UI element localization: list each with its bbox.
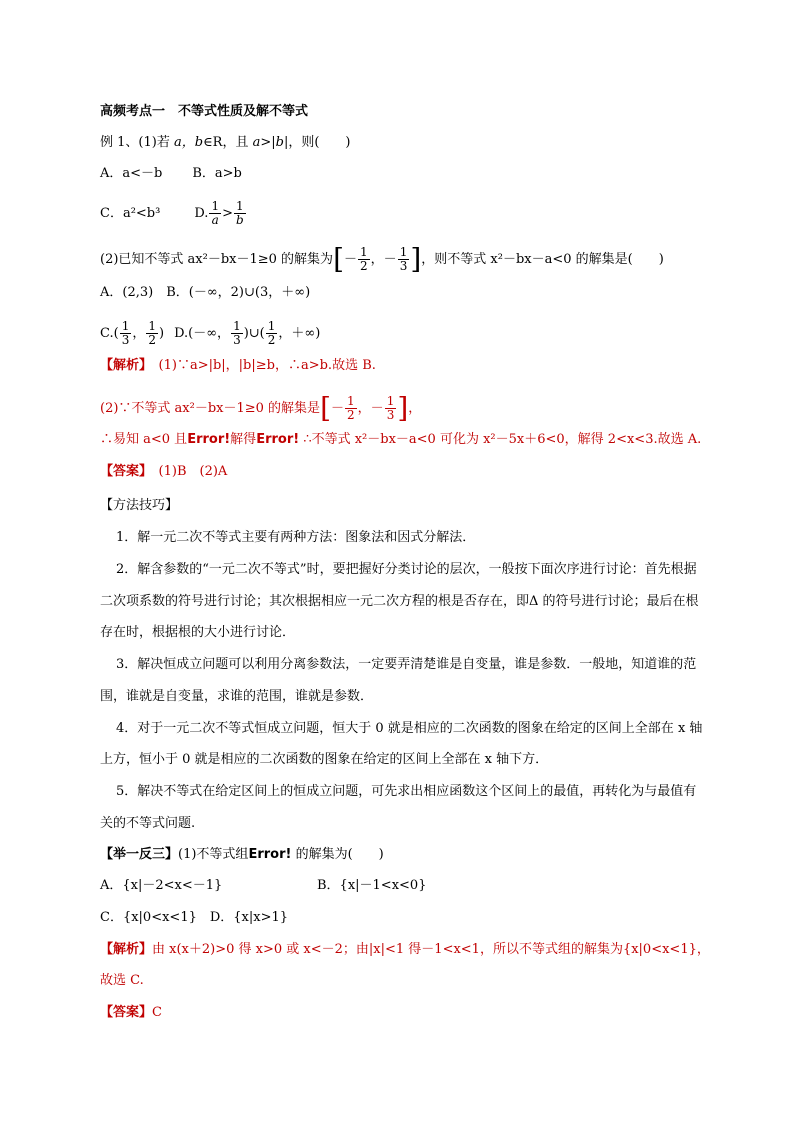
answer-line: 【答案】 (1)B (2)A [100,464,228,479]
analysis-line-1: 【解析】 (1)∵a>|b|，|b|≥b，∴a>b.故选 B. [100,358,376,373]
method-point-3-line-1: 3．解决恒成立问题可以利用分离参数法，一定要弄清楚谁是自变量，谁是参数．一般地，知道谁的范 [116,657,697,672]
ex3-analysis-line-1: 【解析】由 x(x＋2)>0 得 x>0 或 x<－2；由|x|<1 得－1<x<1，所以不等式组的解集为{x|0<x<1}， [100,942,710,957]
method-point-5-line-1: 5．解决不等式在给定区间上的恒成立问题，可先求出相应函数这个区间上的最值，再转化为与最值有 [116,784,697,799]
option-b: B．a>b [192,166,242,181]
analysis-line-3: ∴易知 a<0 且Error!解得Error! ∴不等式 x²－bx－a<0 可化为 x²－5x＋6<0，解得 2<x<3.故选 A. [100,432,702,447]
option2-c: C.( $\frac{1}{3}$ ， $\frac{1}{2}$ ) [100,319,165,347]
example-3-question: 【举一反三】(1)不等式组Error! 的解集为( ) [100,847,384,862]
ex3-analysis-line-2: 故选 C. [100,973,144,988]
analysis-line-2: (2)∵不等式 ax²－bx－1≥0 的解集是[－ $\frac{1}{2}$ ，－ $\frac{1}{3}$ ]， [100,391,422,425]
fraction: $\frac{1}{b}$ [235,199,244,227]
method-point-2-line-3: 存在时，根据根的大小进行讨论． [100,625,296,640]
option2-d: D.(－∞， $\frac{1}{3}$ )∪( $\frac{1}{2}$ ，＋∞) [174,319,321,347]
ex3-analysis-label: 【解析】 [100,942,153,957]
options2-c-d [100,320,320,347]
ex3-answer-label: 【答案】 [100,1005,153,1020]
option-a: A．a<－b [100,166,163,181]
method-point-5-line-2: 关的不等式问题. [100,816,196,831]
fraction: $\frac{1}{a}$ [211,199,220,227]
option-d: D. $\frac{1}{a}$ > $\frac{1}{b}$ [194,199,244,227]
example-3-label: 【举一反三】 [100,847,179,862]
option-c: C．a²<b³ [100,206,161,221]
method-point-4-line-1: 4．对于一元二次不等式恒成立问题，恒大于 0 就是相应的二次函数的图象在给定的区间上全部在 x 轴 [116,721,703,736]
method-point-2-line-1: 2．解含参数的“一元二次不等式”时，要把握好分类讨论的层次，一般按下面次序进行讨论：首先根据 [116,562,697,577]
options2-a-b: A．(2,3) B．(－∞，2)∪(3，＋∞) [100,285,311,300]
analysis-label: 【解析】 [100,358,146,373]
example-3-options-a-b [100,877,222,895]
example-1-question-2: (2)已知不等式 ax²－bx－1≥0 的解集为[－ $\frac{1}{2}$ ，－ $\frac{1}{3}$ ]，则不等式 x²－bx－a<0 的解集是( ) [100,242,664,276]
example-1-question-1: 例 1、(1)若 a，b∈R，且 a>|b|，则( ) [100,135,351,150]
method-point-3-line-2: 围，谁就是自变量，求谁的范围，谁就是参数． [100,689,374,704]
ex3-option-a: A．{x|－2<x<－1} [100,878,223,893]
method-point-2-line-2: 二次项系数的符号进行讨论；其次根据相应一元二次方程的根是否存在，即Δ 的符号进行讨论；最后在根 [100,594,699,609]
ex3-option-b: B．{x|－1<x<0} [317,878,427,893]
section-title: 高频考点一 不等式性质及解不等式 [100,104,309,119]
method-point-4-line-2: 上方，恒小于 0 就是相应的二次函数的图象在给定的区间上全部在 x 轴下方． [100,752,549,767]
method-point-1: 1．解一元二次不等式主要有两种方法：图象法和因式分解法． [116,530,476,545]
ex3-answer-line: 【答案】C [100,1005,162,1020]
options-a-b [100,165,242,183]
answer-label: 【答案】 [100,464,146,479]
example-label: 例 1、 [100,135,139,150]
options-c-d [100,200,247,227]
method-title: 【方法技巧】 [100,498,179,513]
example-3-options-c-d: C．{x|0<x<1} D．{x|x>1} [100,910,289,925]
